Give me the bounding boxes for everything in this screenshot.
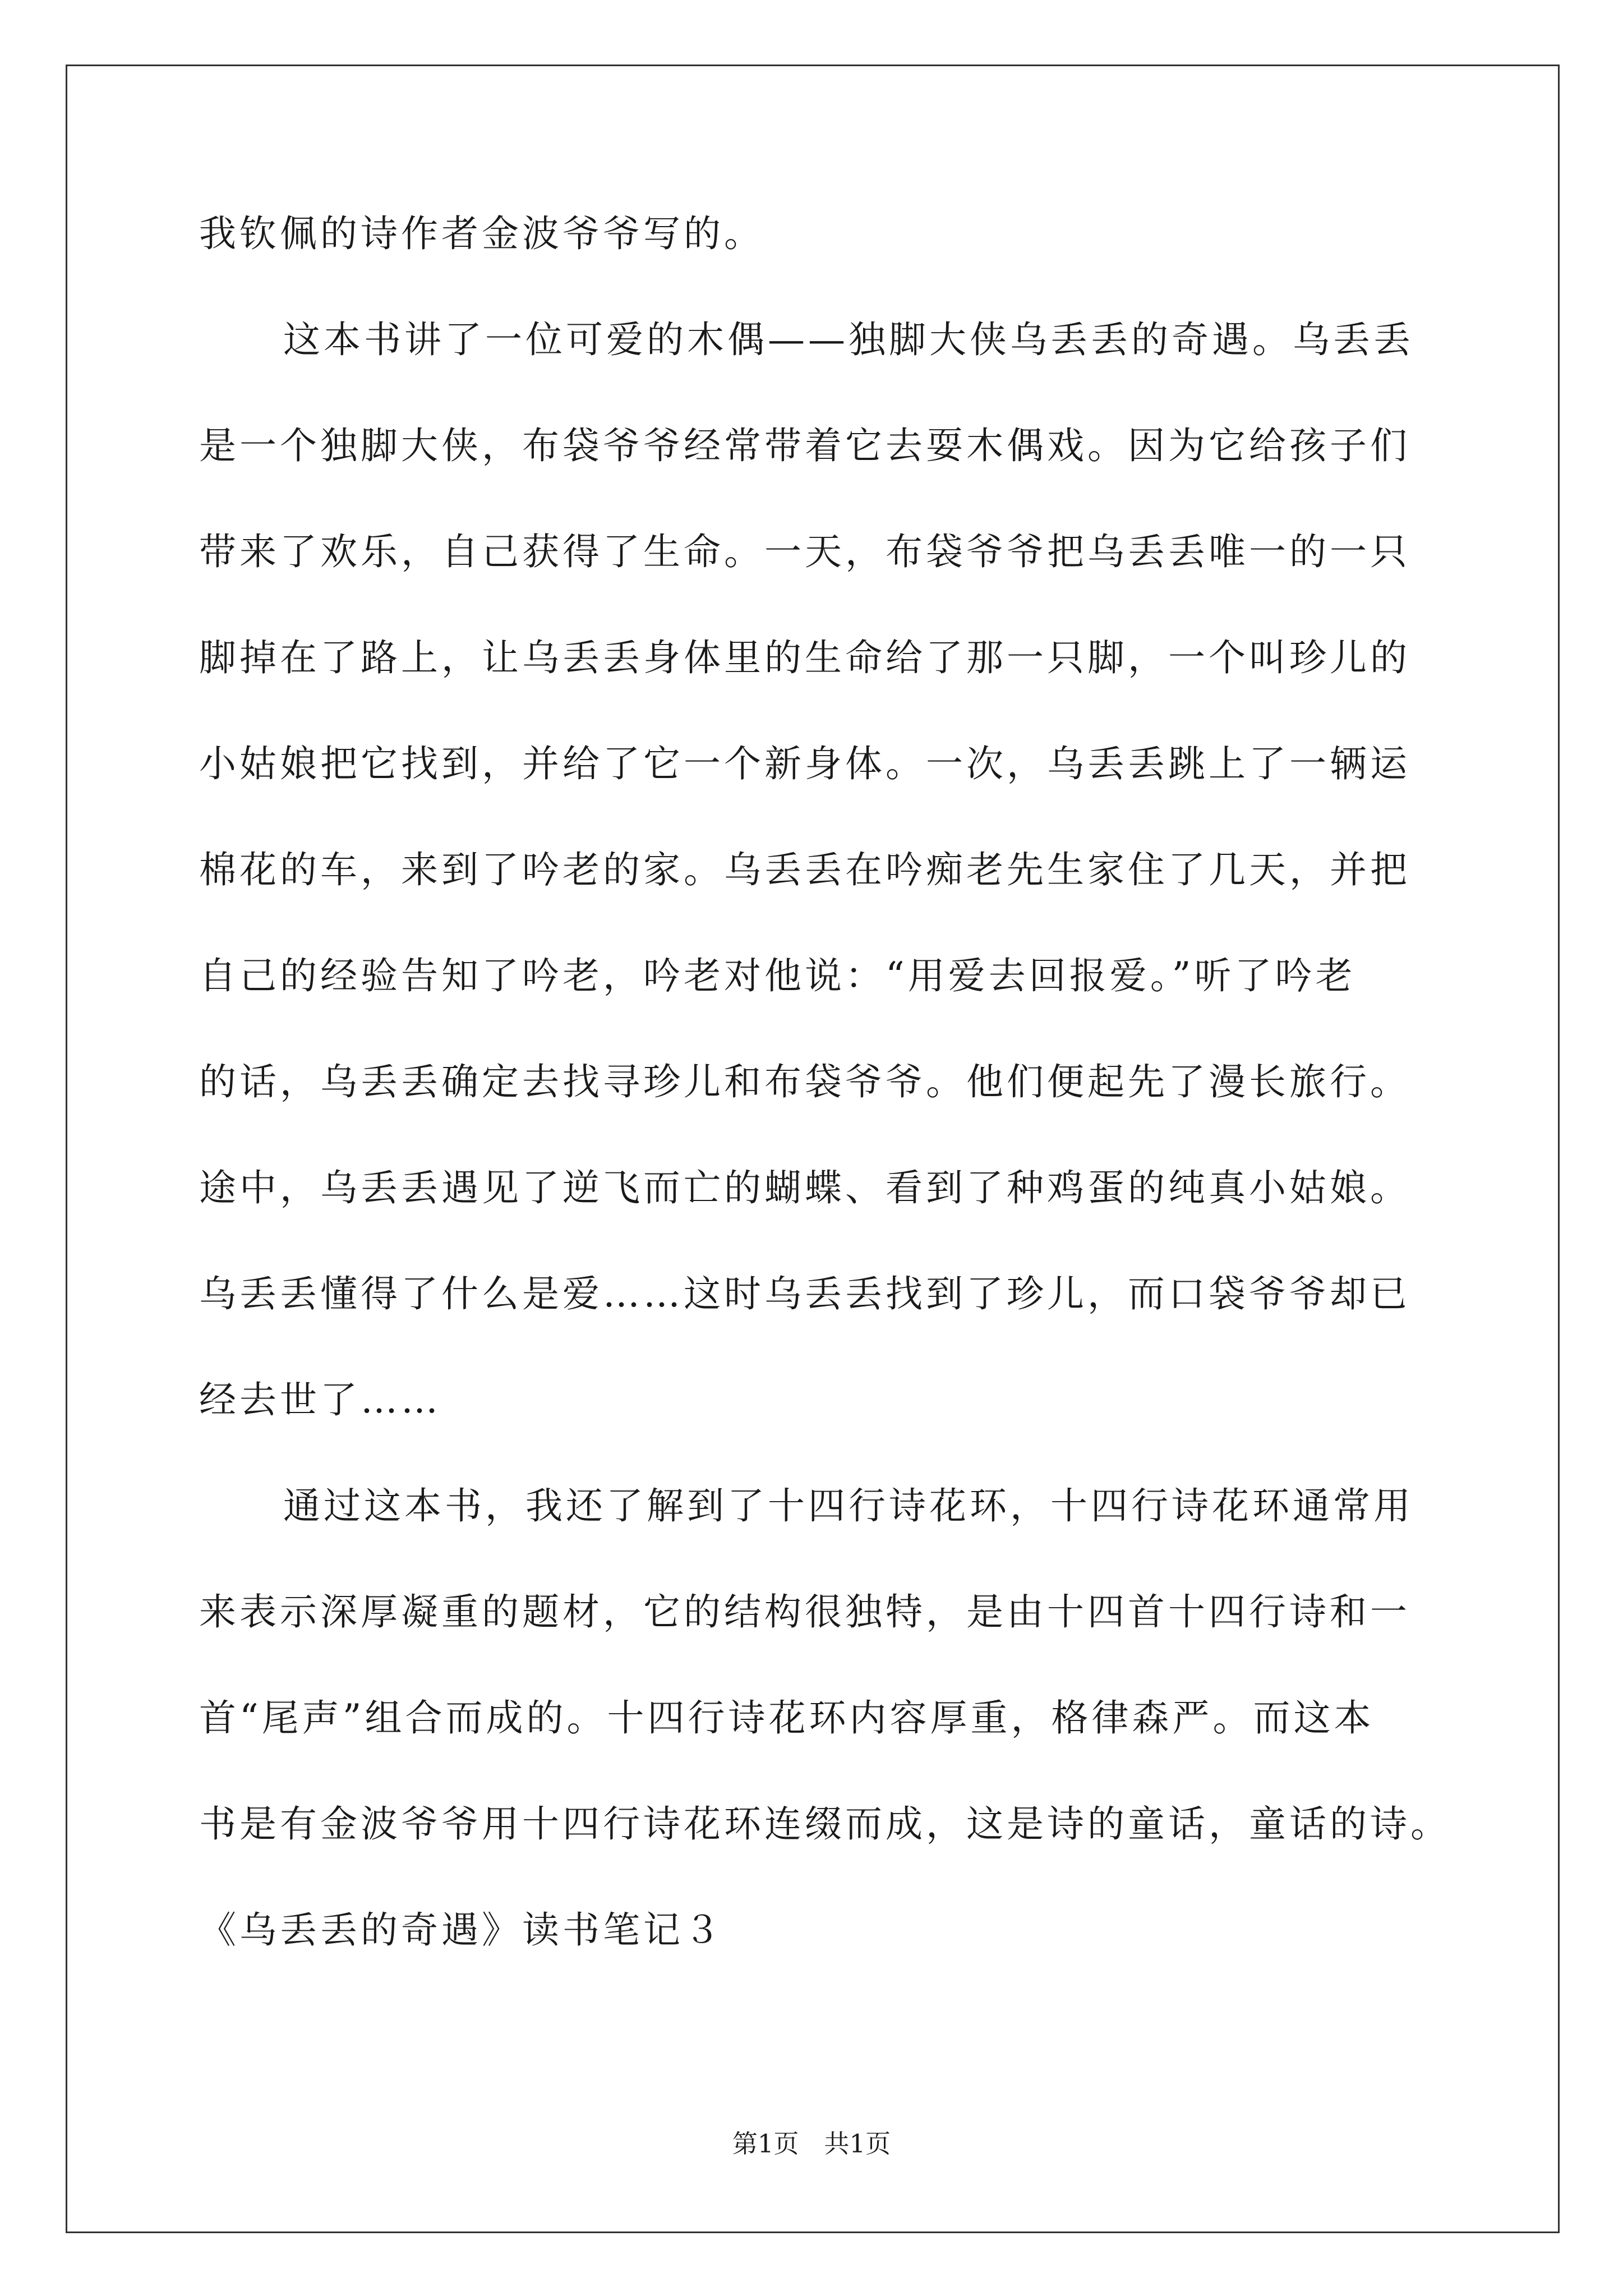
text-line: 是一个独脚大侠，布袋爷爷经常带着它去耍木偶戏。因为它给孩子们 [199, 424, 1410, 467]
text-line: 来表示深厚凝重的题材，它的结构很独特，是由十四首十四行诗和一 [199, 1590, 1410, 1634]
page-number-footer: 第1页 共1页 [732, 2129, 891, 2159]
text-line: 经去世了…… [199, 1378, 441, 1421]
text-line: 我钦佩的诗作者金波爷爷写的。 [199, 212, 764, 255]
section-heading: 《乌丢丢的奇遇》读书笔记３ [199, 1908, 724, 1952]
text-line: 首“尾声”组合而成的。十四行诗花环内容厚重，格律森严。而这本 [199, 1696, 1375, 1740]
text-line: 通过这本书，我还了解到了十四行诗花环，十四行诗花环通常用 [283, 1484, 1414, 1527]
text-line: 途中，乌丢丢遇见了逆飞而亡的蝴蝶、看到了种鸡蛋的纯真小姑娘。 [199, 1166, 1410, 1209]
text-line: 的话，乌丢丢确定去找寻珍儿和布袋爷爷。他们便起先了漫长旅行。 [199, 1060, 1410, 1103]
text-line: 乌丢丢懂得了什么是爱……这时乌丢丢找到了珍儿，而口袋爷爷却已 [199, 1272, 1410, 1315]
text-line: 自己的经验告知了吟老，吟老对他说：“用爱去回报爱。”听了吟老 [199, 954, 1356, 997]
text-line: 脚掉在了路上，让乌丢丢身体里的生命给了那一只脚，一个叫珍儿的 [199, 636, 1410, 679]
text-line: 小姑娘把它找到，并给了它一个新身体。一次，乌丢丢跳上了一辆运 [199, 742, 1410, 785]
text-line: 棉花的车，来到了吟老的家。乌丢丢在吟痴老先生家住了几天，并把 [199, 848, 1410, 891]
text-line: 这本书讲了一位可爱的木偶——独脚大侠乌丢丢的奇遇。乌丢丢 [283, 318, 1414, 361]
text-line: 书是有金波爷爷用十四行诗花环连缀而成，这是诗的童话，童话的诗。 [199, 1802, 1451, 1846]
document-body [199, 214, 1483, 2017]
text-line: 带来了欢乐，自己获得了生命。一天，布袋爷爷把乌丢丢唯一的一只 [199, 530, 1410, 573]
